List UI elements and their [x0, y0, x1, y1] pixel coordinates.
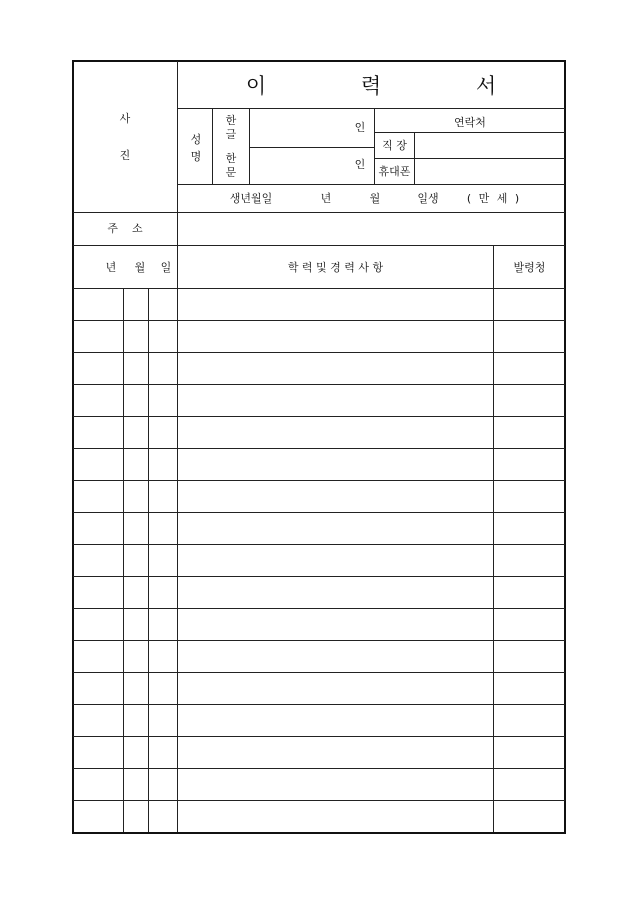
photo-label-bottom: 진 [119, 149, 131, 162]
work-phone-label: 직 장 [382, 139, 407, 152]
table-row[interactable] [73, 481, 565, 512]
contact-header: 연락처 [454, 116, 486, 129]
table-row[interactable] [73, 769, 565, 800]
name-label-top: 성 [190, 133, 202, 146]
table-row[interactable] [73, 641, 565, 672]
hangul-label-top: 한 [225, 114, 237, 127]
table-row[interactable] [73, 737, 565, 768]
seal-mark-hangul: 인 [354, 121, 366, 134]
address-field[interactable] [178, 213, 565, 245]
table-row[interactable] [73, 577, 565, 608]
birth-year-label: 년 [320, 192, 332, 205]
mobile-phone-label: 휴대폰 [378, 165, 411, 178]
address-label: 주 소 [107, 222, 143, 235]
mobile-phone-field[interactable] [415, 159, 565, 184]
table-row[interactable] [73, 289, 565, 320]
table-row[interactable] [73, 609, 565, 640]
table-row[interactable] [73, 353, 565, 384]
seal-mark-hanja: 인 [354, 158, 366, 171]
table-row[interactable] [73, 513, 565, 544]
table-row[interactable] [73, 449, 565, 480]
divider [73, 245, 565, 246]
col-issuer-header: 발령청 [513, 261, 546, 274]
form-title: 이 력 서 [245, 74, 541, 98]
table-row[interactable] [73, 673, 565, 704]
table-row[interactable] [73, 705, 565, 736]
hanja-label-top: 한 [225, 152, 237, 165]
name-label-bottom: 명 [190, 150, 202, 163]
col-year-header: 년 [105, 261, 117, 274]
col-month-header: 월 [134, 261, 146, 274]
age-label: ( 만 세 ) [466, 192, 520, 205]
photo-label-top: 사 [119, 112, 131, 125]
birth-day-label: 일생 [417, 192, 439, 205]
table-row[interactable] [73, 417, 565, 448]
table-row[interactable] [73, 801, 565, 832]
birth-month-label: 월 [369, 192, 381, 205]
col-history-header: 학 력 및 경 력 사 항 [287, 261, 384, 274]
hangul-label-bottom: 글 [225, 128, 237, 141]
divider [212, 109, 213, 184]
col-day-header: 일 [160, 261, 172, 274]
work-phone-field[interactable] [415, 133, 565, 158]
table-row[interactable] [73, 545, 565, 576]
table-row[interactable] [73, 321, 565, 352]
birth-label: 생년월일 [229, 192, 273, 205]
hanja-label-bottom: 문 [225, 166, 237, 179]
table-row[interactable] [73, 385, 565, 416]
divider [178, 184, 565, 185]
